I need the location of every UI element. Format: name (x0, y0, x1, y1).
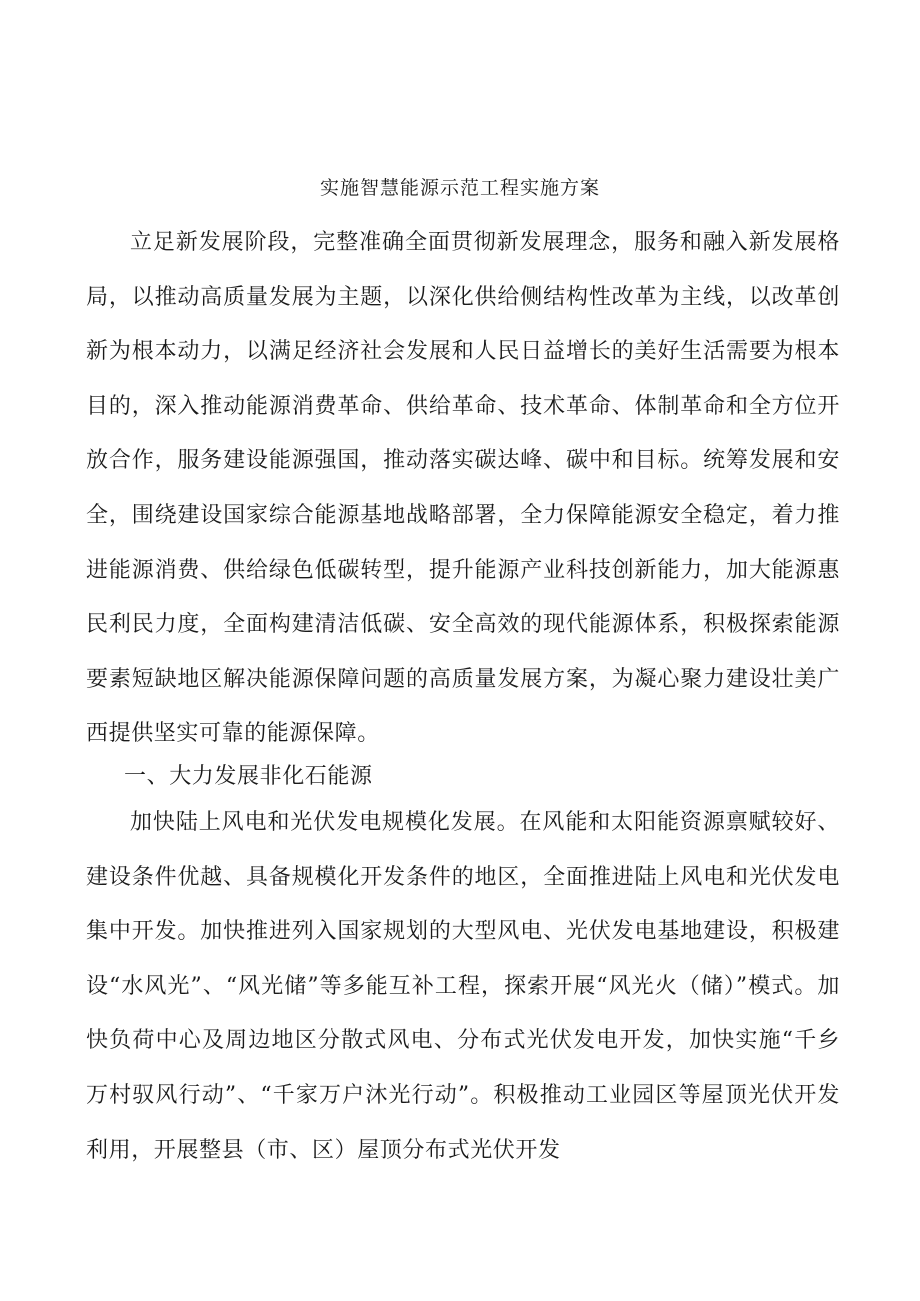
document-title: 实施智慧能源示范工程实施方案 (319, 177, 600, 199)
section-heading: 一、大力发展非化石能源 (124, 764, 373, 789)
section-paragraph: 加快陆上风电和光伏发电规模化发展。在风能和太阳能资源禀赋较好、建设条件优越、具备规模化开发条件的地区，全面推进陆上风电和光伏发电集中开发。加快推进列入国家规划的大型风电、光伏发电基地建设，积极建设“水风光”、“风光储”等多能互补工程，探索开展“风光火（储）”模式。加快负荷中心及周边地区分散式风电、分布式光伏发电开发，加快实施“千乡万村驭风行动”、“千家万户沐光行动”。积极推动工业园区等屋顶光伏开发利用，开展整县（市、区）屋顶分布式光伏开发 (86, 810, 840, 1163)
intro-paragraph: 立足新发展阶段，完整准确全面贯彻新发展理念，服务和融入新发展格局，以推动高质量发展为主题，以深化供给侧结构性改革为主线，以改革创新为根本动力，以满足经济社会发展和人民日益增长的美好生活需要为根本目的，深入推动能源消费革命、供给革命、技术革命、体制革命和全方位开放合作，服务建设能源强国，推动落实碳达峰、碳中和目标。统筹发展和安全，围绕建设国家综合能源基地战略部署，全力保障能源安全稳定，着力推进能源消费、供给绿色低碳转型，提升能源产业科技创新能力，加大能源惠民利民力度，全面构建清洁低碳、安全高效的现代能源体系，积极探索能源要素短缺地区解决能源保障问题的高质量发展方案，为凝心聚力建设壮美广西提供坚实可靠的能源保障。 (86, 230, 840, 747)
